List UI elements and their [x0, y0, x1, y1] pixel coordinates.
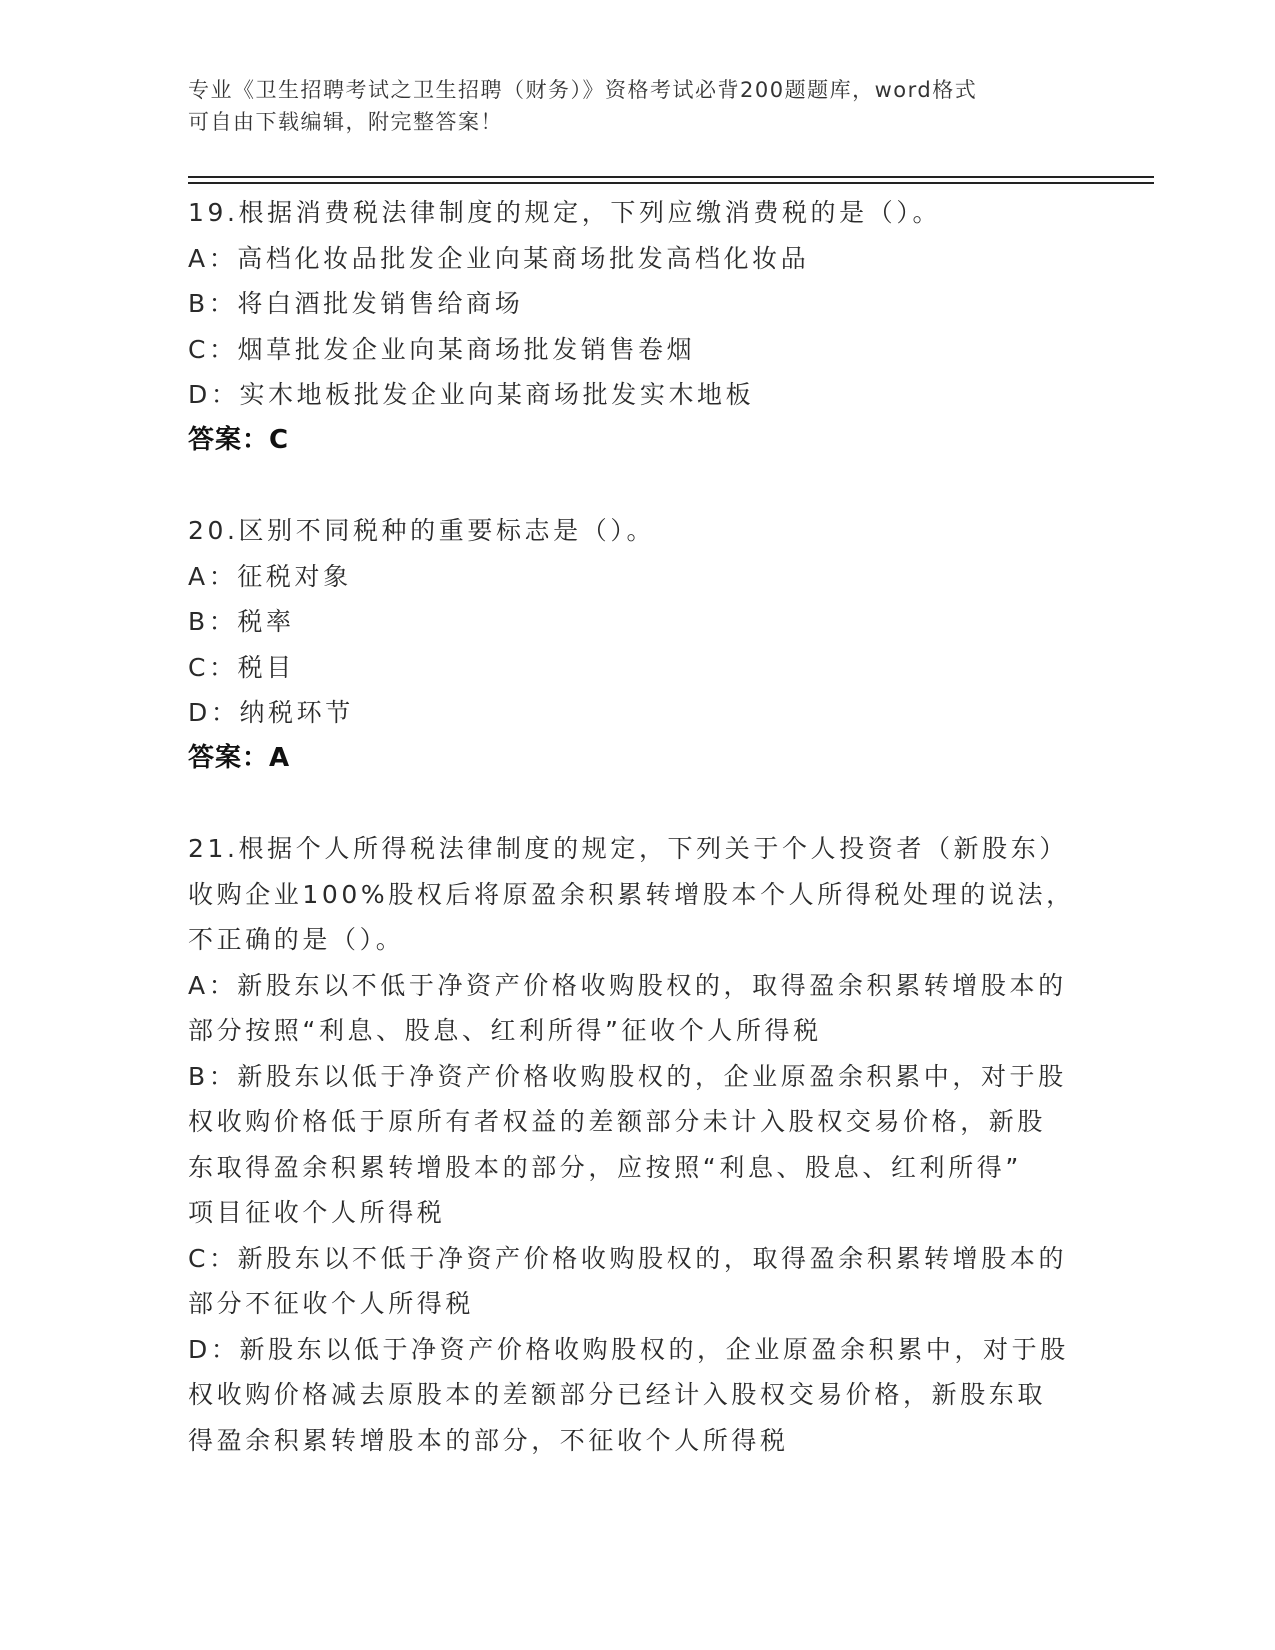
option-b-line: 项目征收个人所得税 [188, 1198, 446, 1227]
question-20 [188, 508, 1068, 781]
question-stem-line: 不正确的是（）。 [188, 925, 405, 954]
option-a-line: A：新股东以不低于净资产价格收购股权的，取得盈余积累转增股本的 [188, 970, 1067, 1000]
option-d-line: 权收购价格减去原股本的差额部分已经计入股权交易价格，新股东取 [188, 1380, 1047, 1409]
question-21 [188, 826, 1075, 1463]
header-rule-bottom [188, 182, 1154, 184]
question-19 [188, 190, 1068, 463]
spacer [188, 781, 1068, 826]
option-a: A：征税对象 [188, 561, 352, 591]
option-b: B：税率 [188, 607, 295, 636]
option-c-line: 部分不征收个人所得税 [188, 1289, 475, 1318]
option-b-line: B：新股东以低于净资产价格收购股权的，企业原盈余积累中，对于股 [188, 1061, 1067, 1091]
option-d: D：实木地板批发企业向某商场批发实木地板 [188, 380, 755, 409]
option-c: C：税目 [188, 652, 295, 682]
answer: 答案：C [188, 424, 290, 455]
question-stem: 20.区别不同税种的重要标志是（）。 [188, 516, 656, 545]
header-line-1: 专业《卫生招聘考试之卫生招聘（财务）》资格考试必背200题题库，word格式 [188, 78, 978, 102]
option-a: A：高档化妆品批发企业向某商场批发高档化妆品 [188, 243, 810, 273]
header-rule-top [188, 176, 1154, 178]
header-line-2: 可自由下载编辑，附完整答案！ [188, 110, 503, 134]
question-stem: 19.根据消费税法律制度的规定，下列应缴消费税的是（）。 [188, 198, 942, 227]
option-c-line: C：新股东以不低于净资产价格收购股权的，取得盈余积累转增股本的 [188, 1243, 1068, 1273]
option-d-line: D：新股东以低于净资产价格收购股权的，企业原盈余积累中，对于股 [188, 1334, 1069, 1364]
option-a-line: 部分按照“利息、股息、红利所得”征收个人所得税 [188, 1016, 822, 1045]
spacer [188, 463, 1068, 508]
option-b-line: 权收购价格低于原所有者权益的差额部分未计入股权交易价格，新股 [188, 1107, 1047, 1136]
question-list [188, 190, 1075, 1463]
option-d: D：纳税环节 [188, 698, 354, 727]
answer: 答案：A [188, 742, 291, 773]
option-b-line: 东取得盈余积累转增股本的部分，应按照“利息、股息、红利所得” [188, 1152, 1022, 1182]
question-stem-line: 21.根据个人所得税法律制度的规定，下列关于个人投资者（新股东） [188, 834, 1068, 863]
option-c: C：烟草批发企业向某商场批发销售卷烟 [188, 334, 696, 364]
option-b: B：将白酒批发销售给商场 [188, 289, 524, 318]
option-d-line: 得盈余积累转增股本的部分，不征收个人所得税 [188, 1425, 789, 1455]
document-header [188, 74, 1068, 138]
question-stem-line: 收购企业100%股权后将原盈余积累转增股本个人所得税处理的说法， [188, 879, 1075, 909]
